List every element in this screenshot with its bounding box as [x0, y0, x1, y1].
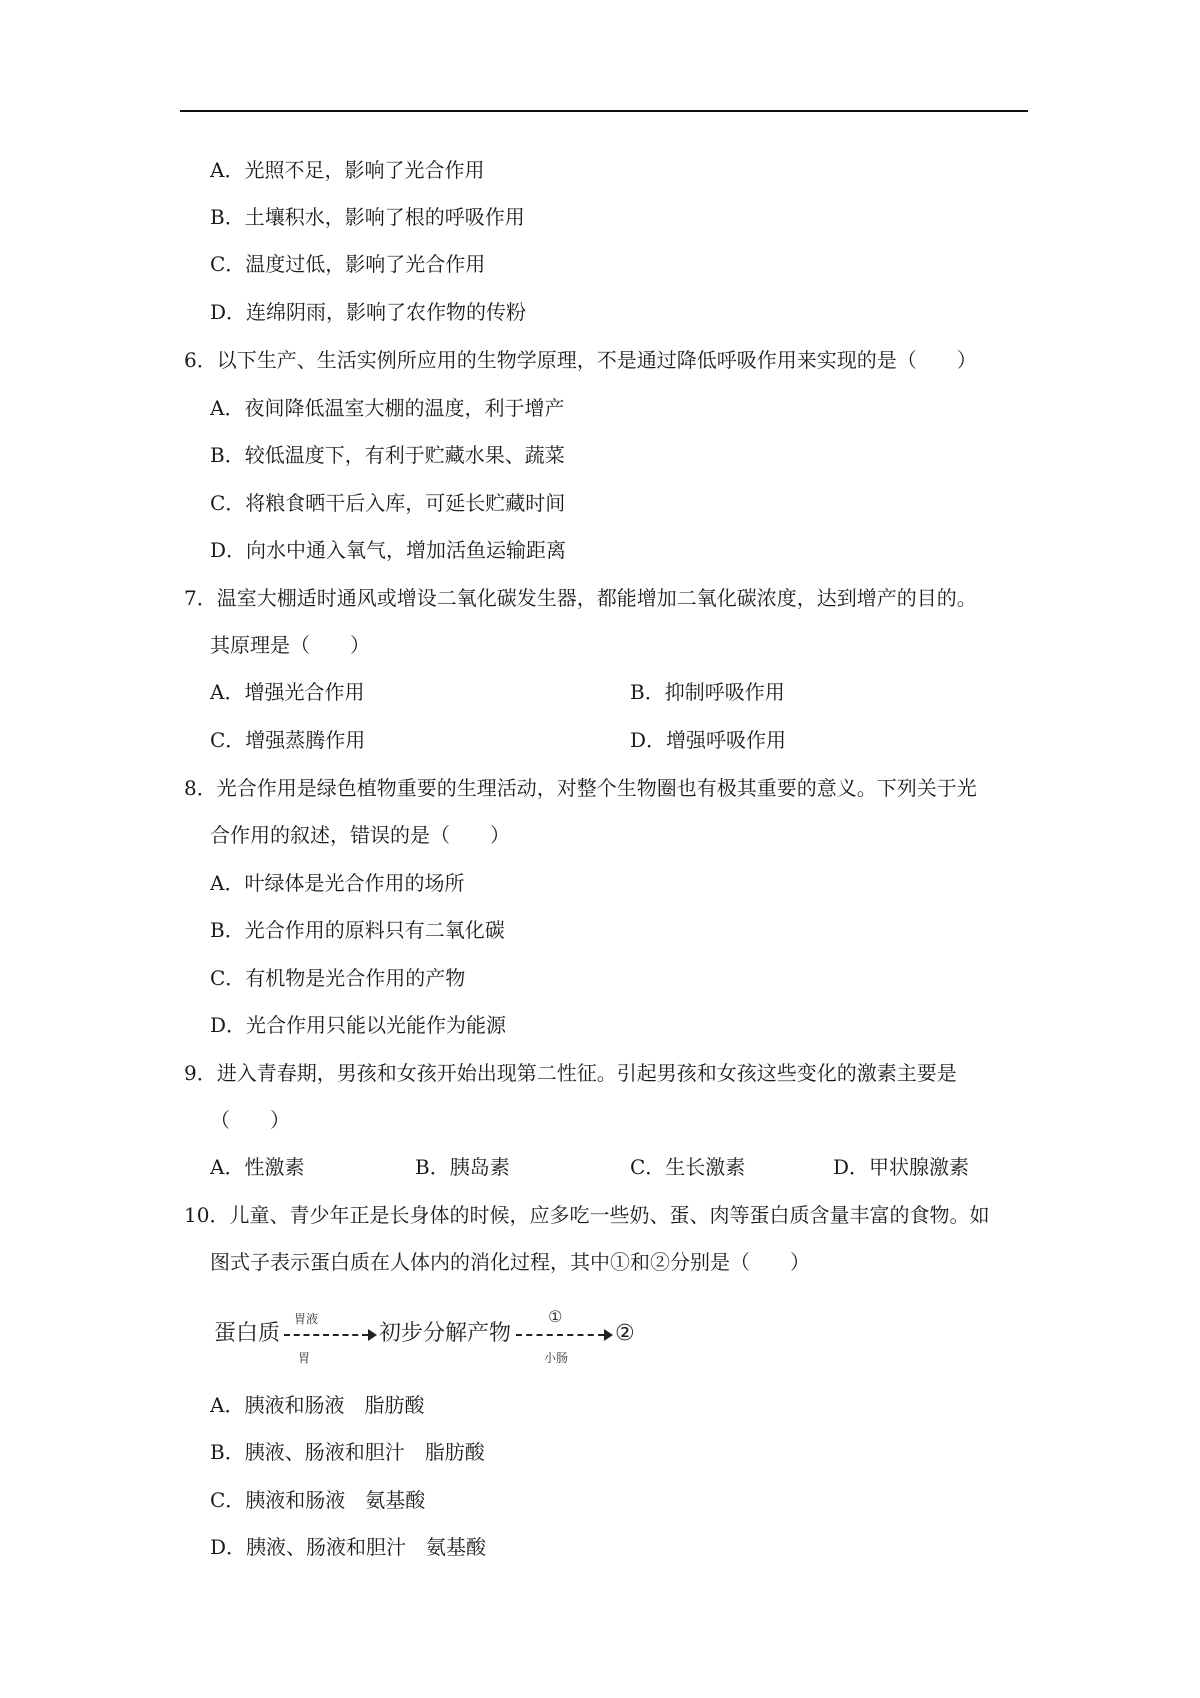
q10-option-b: B．胰液、肠液和胆汁 脂肪酸 — [210, 1440, 485, 1464]
q9-option-a: A．性激素 — [210, 1155, 305, 1179]
q10-option-a: A．胰液和肠液 脂肪酸 — [210, 1393, 425, 1417]
q8-stem-line2: 合作用的叙述，错误的是（ ） — [210, 823, 510, 847]
q10-option-d: D．胰液、肠液和胆汁 氨基酸 — [210, 1535, 487, 1559]
flow-step2-bottom-label: 小肠 — [544, 1351, 569, 1365]
q8-option-d: D．光合作用只能以光能作为能源 — [210, 1013, 507, 1037]
q9-stem-line2: （ ） — [210, 1108, 290, 1132]
protein-digestion-diagram — [214, 1298, 654, 1370]
q10-stem-line1: 10．儿童、青少年正是长身体的时候，应多吃一些奶、蛋、肉等蛋白质含量丰富的食物。如 — [184, 1203, 990, 1227]
q5-option-c: C．温度过低，影响了光合作用 — [210, 252, 486, 276]
flow-start-label: 蛋白质 — [214, 1321, 281, 1346]
q10-option-c: C．胰液和肠液 氨基酸 — [210, 1488, 426, 1512]
q6-option-c: C．将粮食晒干后入库，可延长贮藏时间 — [210, 491, 566, 515]
q7-option-a: A．增强光合作用 — [210, 680, 365, 704]
flow-arrow-2-head — [604, 1329, 613, 1341]
q7-option-d: D．增强呼吸作用 — [630, 728, 787, 752]
q9-option-c: C．生长激素 — [630, 1155, 746, 1179]
q5-option-b: B．土壤积水，影响了根的呼吸作用 — [210, 205, 525, 229]
q10-stem-line2: 图式子表示蛋白质在人体内的消化过程，其中①和②分别是（ ） — [210, 1250, 810, 1274]
flow-arrow-2-line — [516, 1334, 604, 1336]
flow-step1-bottom-label: 胃 — [298, 1351, 311, 1365]
q8-option-a: A．叶绿体是光合作用的场所 — [210, 871, 465, 895]
header-rule — [180, 110, 1028, 112]
q8-option-b: B．光合作用的原料只有二氧化碳 — [210, 918, 505, 942]
q5-option-a: A．光照不足，影响了光合作用 — [210, 158, 485, 182]
q9-option-d: D．甲状腺激素 — [833, 1155, 970, 1179]
q5-option-d: D．连绵阴雨，影响了农作物的传粉 — [210, 300, 527, 324]
q8-option-c: C．有机物是光合作用的产物 — [210, 966, 466, 990]
flow-middle-label: 初步分解产物 — [379, 1321, 512, 1346]
flow-step1-top-label: 胃液 — [294, 1312, 319, 1326]
q6-stem: 6．以下生产、生活实例所应用的生物学原理，不是通过降低呼吸作用来实现的是（ ） — [184, 348, 977, 372]
q7-option-b: B．抑制呼吸作用 — [630, 680, 785, 704]
flow-arrow-1-head — [368, 1329, 377, 1341]
q6-option-b: B．较低温度下，有利于贮藏水果、蔬菜 — [210, 443, 565, 467]
flow-arrow-1-line — [284, 1334, 368, 1336]
flow-end-label: ② — [615, 1321, 635, 1346]
q7-option-c: C．增强蒸腾作用 — [210, 728, 366, 752]
q6-option-a: A．夜间降低温室大棚的温度，利于增产 — [210, 396, 565, 420]
flow-step2-top-label: ① — [548, 1307, 563, 1326]
q6-option-d: D．向水中通入氧气，增加活鱼运输距离 — [210, 538, 567, 562]
q7-stem-line1: 7．温室大棚适时通风或增设二氧化碳发生器，都能增加二氧化碳浓度，达到增产的目的。 — [184, 586, 977, 610]
q8-stem-line1: 8．光合作用是绿色植物重要的生理活动，对整个生物圈也有极其重要的意义。下列关于光 — [184, 776, 977, 800]
q9-option-b: B．胰岛素 — [415, 1155, 510, 1179]
q9-stem-line1: 9．进入青春期，男孩和女孩开始出现第二性征。引起男孩和女孩这些变化的激素主要是 — [184, 1061, 957, 1085]
q7-stem-line2: 其原理是（ ） — [210, 633, 370, 657]
